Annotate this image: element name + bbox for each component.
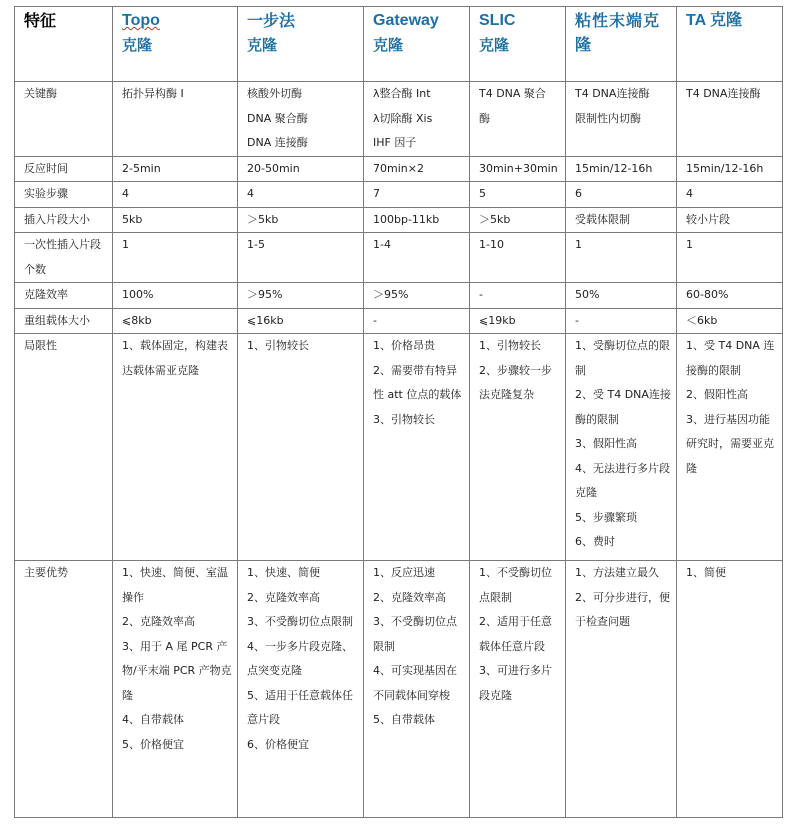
cell-line: ⩽16kb <box>247 313 284 327</box>
cell-line: 5kb <box>122 212 143 226</box>
cell-line: 3、进行基因功能研究时，需要亚克隆 <box>686 412 774 475</box>
cell-line: 100bp-11kb <box>373 212 440 226</box>
cell-line: ＜6kb <box>686 313 718 327</box>
cell-line: ＞5kb <box>247 212 279 226</box>
comparison-table-wrapper <box>14 6 783 818</box>
row-label-cell <box>15 334 113 561</box>
cell-line: 1、简便 <box>686 566 726 579</box>
cell-line: 1、受 T4 DNA 连接酶的限制 <box>686 339 775 377</box>
table-cell <box>238 82 364 157</box>
table-cell <box>364 207 470 233</box>
table-cell <box>470 561 566 818</box>
row-label: 重组载体大小 <box>24 313 90 327</box>
table-cell <box>364 233 470 283</box>
cell-line: 2、可分步进行，便于检查问题 <box>575 590 670 628</box>
cell-line: 3、引物较长 <box>373 412 435 426</box>
table-cell <box>677 182 783 208</box>
table-cell <box>238 283 364 309</box>
cell-line: 1、方法建立最久 <box>575 566 659 579</box>
table-cell <box>566 334 677 561</box>
cell-line: 受载体限制 <box>575 212 630 226</box>
header-row <box>15 7 783 82</box>
row-label: 一次性插入片段个数 <box>24 238 101 276</box>
cell-line: ⩽19kb <box>479 313 516 327</box>
table-row <box>15 182 783 208</box>
table-cell <box>364 82 470 157</box>
table-cell <box>677 207 783 233</box>
table-row <box>15 561 783 818</box>
cell-line: 60-80% <box>686 288 729 301</box>
table-cell <box>238 334 364 561</box>
method-name-zh: 隆 <box>575 35 592 54</box>
cell-line: 1、不受酶切位点限制 <box>479 566 552 604</box>
cell-line: 30min+30min <box>479 161 558 175</box>
table-cell <box>238 561 364 818</box>
cell-line: 2-5min <box>122 161 161 175</box>
cell-line: 1、载体固定，构建表达载体需亚克隆 <box>122 339 228 377</box>
table-cell <box>238 207 364 233</box>
cell-line: 1 <box>575 238 582 251</box>
cell-line: 2、受 T4 DNA连接酶的限制 <box>575 388 671 426</box>
table-cell <box>113 82 238 157</box>
cell-line: 15min/12-16h <box>575 161 653 175</box>
method-name-en: TA 克隆 <box>686 12 742 29</box>
cell-line: 1-4 <box>373 238 391 251</box>
table-cell <box>238 233 364 283</box>
table-cell <box>566 561 677 818</box>
table-cell <box>566 233 677 283</box>
row-label: 克隆效率 <box>24 288 68 301</box>
cloning-comparison-table <box>14 6 783 818</box>
cell-line: 2、步骤较一步法克隆复杂 <box>479 363 552 401</box>
row-label-cell <box>15 156 113 182</box>
cell-line: 1、引物较长 <box>247 339 309 352</box>
cell-line: 4、无法进行多片段克隆 <box>575 461 670 499</box>
table-row <box>15 308 783 334</box>
table-cell <box>677 82 783 157</box>
cell-line: 4 <box>122 187 129 200</box>
cell-line: 2、克隆效率高 <box>122 615 195 628</box>
cell-line: 4 <box>247 187 254 200</box>
cell-line: 50% <box>575 288 600 301</box>
cell-line: 3、假阳性高 <box>575 437 637 450</box>
table-row <box>15 233 783 283</box>
table-cell <box>470 182 566 208</box>
method-name-zh: 克隆 <box>247 36 278 54</box>
cell-line: DNA 聚合酶 <box>247 111 308 125</box>
cell-line: 5 <box>479 187 486 200</box>
cell-line: 2、适用于任意载体任意片段 <box>479 615 552 653</box>
cell-line: 6、价格便宜 <box>247 737 309 751</box>
cell-line: 1、受酶切位点的限制 <box>575 339 670 377</box>
row-label: 主要优势 <box>24 566 68 579</box>
table-cell <box>113 233 238 283</box>
cell-line: 3、可进行多片段克隆 <box>479 664 552 702</box>
method-name-zh: 克隆 <box>373 36 404 54</box>
table-cell <box>113 308 238 334</box>
table-cell <box>566 207 677 233</box>
corner-label: 特征 <box>24 11 57 30</box>
cell-line: DNA 连接酶 <box>247 136 308 149</box>
table-cell <box>113 283 238 309</box>
cell-line: 3、不受酶切位点限制 <box>247 615 353 628</box>
table-cell <box>677 561 783 818</box>
table-cell <box>364 334 470 561</box>
table-cell <box>364 561 470 818</box>
row-label-cell <box>15 308 113 334</box>
cell-line: 1 <box>122 238 129 251</box>
cell-line: ⩽8kb <box>122 313 152 327</box>
cell-line: λ整合酶 Int <box>373 87 431 100</box>
table-cell <box>677 156 783 182</box>
method-name-en: 粘性末端克 <box>575 11 661 30</box>
cell-line: 4、自带载体 <box>122 713 184 726</box>
table-cell <box>470 334 566 561</box>
cell-line: 2、克隆效率高 <box>373 590 446 604</box>
header-corner <box>15 7 113 82</box>
table-cell <box>470 283 566 309</box>
method-name-en: Gateway <box>373 12 439 29</box>
cell-line: λ切除酶 Xis <box>373 111 433 125</box>
cell-line: 1-5 <box>247 238 265 251</box>
table-cell <box>113 182 238 208</box>
row-label-cell <box>15 207 113 233</box>
cell-line: 20-50min <box>247 161 300 175</box>
cell-line: 4、一步多片段克隆、点突变克隆 <box>247 639 353 677</box>
cell-line: 5、自带载体 <box>373 713 435 726</box>
cell-line: 核酸外切酶 <box>247 87 302 100</box>
table-cell <box>677 283 783 309</box>
table-cell <box>470 308 566 334</box>
row-label: 局限性 <box>24 339 57 352</box>
header-method-one-step <box>238 7 364 82</box>
cell-line: IHF 因子 <box>373 136 417 149</box>
cell-line: 100% <box>122 288 154 301</box>
cell-line: 拓扑异构酶 I <box>122 87 184 100</box>
table-cell <box>566 156 677 182</box>
table-cell <box>238 182 364 208</box>
table-cell <box>364 156 470 182</box>
table-cell <box>113 561 238 818</box>
cell-line: 1、价格昂贵 <box>373 339 435 352</box>
row-label: 反应时间 <box>24 161 68 175</box>
table-cell <box>113 334 238 561</box>
table-cell <box>470 233 566 283</box>
method-name-zh: 克隆 <box>479 36 510 54</box>
cell-line: 6 <box>575 187 582 200</box>
header-method-gateway <box>364 7 470 82</box>
row-label: 关键酶 <box>24 87 57 100</box>
cell-line: 2、克隆效率高 <box>247 590 320 604</box>
cell-line: 7 <box>373 187 380 200</box>
table-cell <box>364 283 470 309</box>
row-label: 实验步骤 <box>24 187 68 200</box>
cell-line: 限制性内切酶 <box>575 111 641 125</box>
table-cell <box>566 182 677 208</box>
header-method-topo <box>113 7 238 82</box>
row-label-cell <box>15 182 113 208</box>
row-label-cell <box>15 283 113 309</box>
cell-line: 2、假阳性高 <box>686 388 748 401</box>
cell-line: ＞95% <box>373 288 409 301</box>
cell-line: 1、快速、简便 <box>247 566 320 579</box>
cell-line: 1-10 <box>479 238 504 251</box>
table-cell <box>566 283 677 309</box>
method-name-en: Topo <box>122 12 160 29</box>
cell-line: 1 <box>686 238 693 251</box>
cell-line: - <box>373 313 377 327</box>
table-row <box>15 334 783 561</box>
table-cell <box>364 182 470 208</box>
cell-line: 15min/12-16h <box>686 161 764 175</box>
cell-line: 3、用于 A 尾 PCR 产物/平末端 PCR 产物克隆 <box>122 639 232 702</box>
cell-line: 酶 <box>479 111 490 125</box>
cell-line: - <box>575 313 579 327</box>
table-cell <box>113 207 238 233</box>
table-cell <box>470 207 566 233</box>
table-cell <box>364 308 470 334</box>
row-label-cell <box>15 561 113 818</box>
cell-line: - <box>479 288 483 301</box>
method-name-en: SLIC <box>479 12 516 29</box>
cell-line: 1、反应迅速 <box>373 566 435 579</box>
cell-line: T4 DNA连接酶 <box>686 87 761 100</box>
table-cell <box>113 156 238 182</box>
row-label: 插入片段大小 <box>24 212 90 226</box>
table-cell <box>677 334 783 561</box>
table-cell <box>470 82 566 157</box>
header-method-sticky-end <box>566 7 677 82</box>
cell-line: T4 DNA连接酶 <box>575 87 650 100</box>
table-cell <box>470 156 566 182</box>
cell-line: ＞5kb <box>479 212 511 226</box>
method-name-zh: 克隆 <box>122 36 153 54</box>
row-label-cell <box>15 82 113 157</box>
table-row <box>15 283 783 309</box>
table-cell <box>238 156 364 182</box>
table-cell <box>566 308 677 334</box>
cell-line: 6、费时 <box>575 535 615 548</box>
cell-line: 5、步骤繁琐 <box>575 510 637 524</box>
table-row <box>15 207 783 233</box>
cell-line: 70min×2 <box>373 161 424 175</box>
cell-line: 5、价格便宜 <box>122 737 184 751</box>
table-cell <box>566 82 677 157</box>
cell-line: 较小片段 <box>686 212 730 226</box>
cell-line: ＞95% <box>247 288 283 301</box>
table-cell <box>677 233 783 283</box>
cell-line: 3、不受酶切位点限制 <box>373 615 457 653</box>
cell-line: 2、需要带有特异性 att 位点的载体 <box>373 363 462 401</box>
table-cell <box>677 308 783 334</box>
cell-line: 5、适用于任意载体任意片段 <box>247 688 353 726</box>
cell-line: 4 <box>686 187 693 200</box>
cell-line: 1、快速、简便、室温操作 <box>122 566 228 604</box>
header-method-ta <box>677 7 783 82</box>
row-label-cell <box>15 233 113 283</box>
table-row <box>15 156 783 182</box>
table-cell <box>238 308 364 334</box>
table-row <box>15 82 783 157</box>
cell-line: 4、可实现基因在不同载体间穿梭 <box>373 664 457 702</box>
cell-line: T4 DNA 聚合 <box>479 87 546 100</box>
header-method-slic <box>470 7 566 82</box>
cell-line: 1、引物较长 <box>479 339 541 352</box>
method-name-en: 一步法 <box>247 11 296 30</box>
